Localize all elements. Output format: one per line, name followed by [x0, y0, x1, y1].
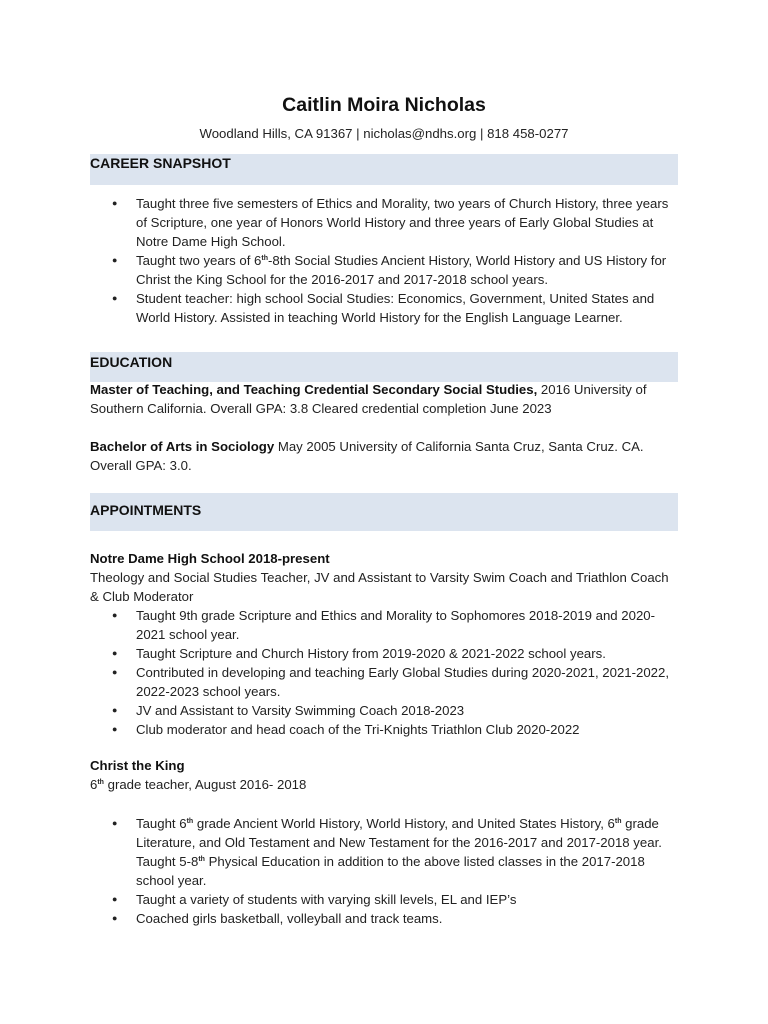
list-item: ● Taught Scripture and Church History from 2019-2020 & 2021-2022 school years. — [90, 644, 678, 663]
list-item: ● Taught three five semesters of Ethics and Morality, two years of Church History, three years of Scripture, one year of Honors World History and three years of Early Global Studies at Notre Dame High School. — [90, 194, 678, 251]
contact-line: Woodland Hills, CA 91367 | nicholas@ndhs.org | 818 458-0277 — [199, 126, 569, 141]
list-item: ● Taught two years of 6th-8th Social Studies Ancient History, World History and US History for Christ the King School for the 2016-2017 and 2017-2018 school years. — [90, 251, 678, 289]
degree-title: Master of Teaching, and Teaching Credential Secondary Social Studies, — [90, 382, 538, 397]
ndhs-list — [90, 606, 678, 739]
list-item: ● Contributed in developing and teaching Early Global Studies during 2020-2021, 2021-2022, 2022-2023 school years. — [90, 663, 678, 701]
role-description: 6th grade teacher, August 2016- 2018 — [90, 777, 307, 792]
list-item: ● JV and Assistant to Varsity Swimming Coach 2018-2023 — [90, 701, 678, 720]
education-entry — [90, 380, 678, 418]
role-description: Theology and Social Studies Teacher, JV and Assistant to Varsity Swim Coach and Triathlon Coach & Club Moderator — [90, 570, 669, 604]
career-list — [90, 194, 678, 327]
degree-title: Bachelor of Arts in Sociology — [90, 439, 275, 454]
degree-details: 2016 University of Southern California. Overall GPA: 3.8 Cleared credential completion June 2023 — [90, 382, 647, 416]
employer-title: Notre Dame High School 2018-present — [90, 551, 330, 566]
employer-title: Christ the King — [90, 758, 185, 773]
career-snapshot-heading: CAREER SNAPSHOT — [90, 154, 678, 185]
list-item: ● Taught 6th grade Ancient World History, World History, and United States History, 6th grade Literature, and Old Testament and New Testament for the 2016-2017 and 2017-2018 year. Taught 5-8th Physical Education in addition to the above listed classes in the 2017-2018 school year. — [90, 814, 678, 890]
list-item: ● Coached girls basketball, volleyball and track teams. — [90, 909, 678, 928]
ctk-list — [90, 814, 678, 928]
appointments-heading: APPOINTMENTS — [90, 493, 678, 531]
education-heading: EDUCATION — [90, 352, 678, 382]
list-item: ● Taught a variety of students with varying skill levels, EL and IEP’s — [90, 890, 678, 909]
degree-details: May 2005 University of California Santa Cruz, Santa Cruz. CA. Overall GPA: 3.0. — [90, 439, 644, 473]
education-entry — [90, 437, 678, 475]
list-item: ● Club moderator and head coach of the Tri-Knights Triathlon Club 2020-2022 — [90, 720, 678, 739]
list-item: ● Student teacher: high school Social Studies: Economics, Government, United States and World History. Assisted in teaching World History for the English Language Learner. — [90, 289, 678, 327]
list-item: ● Taught 9th grade Scripture and Ethics and Morality to Sophomores 2018-2019 and 2020-2021 school year. — [90, 606, 678, 644]
resume-name: Caitlin Moira Nicholas — [282, 94, 486, 116]
